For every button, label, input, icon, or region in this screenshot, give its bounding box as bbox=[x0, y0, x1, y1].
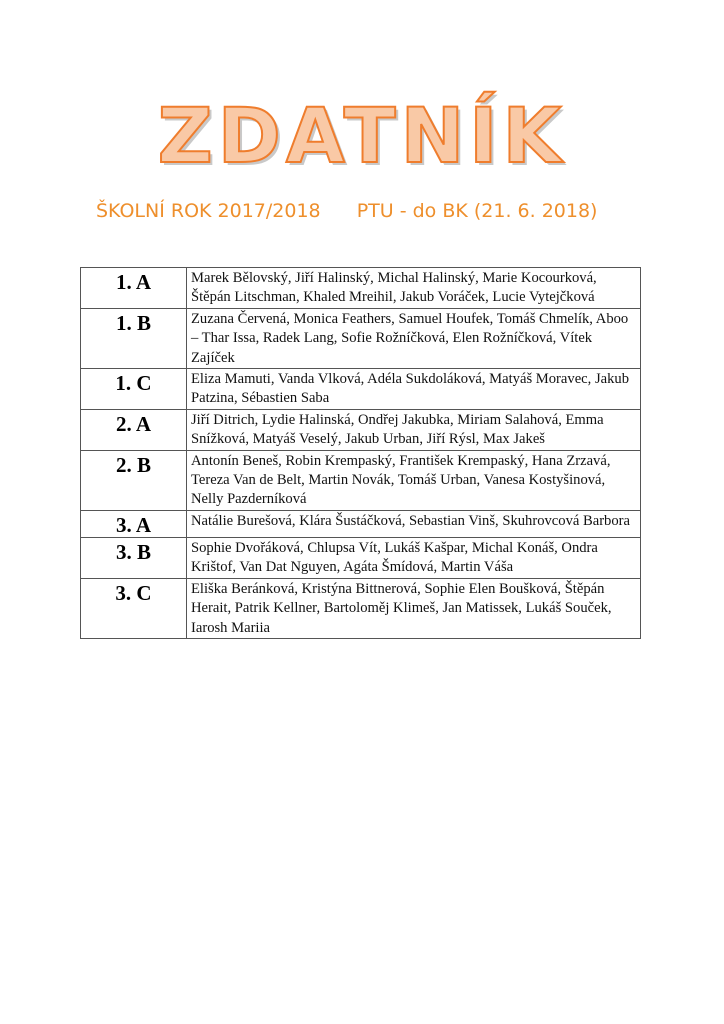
student-list: Eliza Mamuti, Vanda Vlková, Adéla Sukdoláková, Matyáš Moravec, Jakub Patzina, Sébastien Saba bbox=[187, 369, 641, 410]
student-list: Sophie Dvořáková, Chlupsa Vít, Lukáš Kašpar, Michal Konáš, Ondra Krištof, Van Dat Nguyen, Agáta Šmídová, Martin Váša bbox=[187, 537, 641, 578]
table-row bbox=[81, 578, 641, 638]
table-row bbox=[81, 510, 641, 537]
school-year: ŠKOLNÍ ROK 2017/2018 bbox=[96, 200, 321, 222]
student-list: Jiří Ditrich, Lydie Halinská, Ondřej Jakubka, Miriam Salahová, Emma Snížková, Matyáš Veselý, Jakub Urban, Jiří Rýsl, Max Jakeš bbox=[187, 409, 641, 450]
class-name: 1. B bbox=[81, 308, 187, 368]
class-name: 1. C bbox=[81, 369, 187, 410]
table-row bbox=[81, 409, 641, 450]
class-name: 1. A bbox=[81, 268, 187, 309]
class-table bbox=[80, 267, 641, 639]
table-row bbox=[81, 450, 641, 510]
student-list: Natálie Burešová, Klára Šustáčková, Sebastian Vinš, Skuhrovcová Barbora bbox=[187, 510, 641, 537]
class-name: 2. B bbox=[81, 450, 187, 510]
table-row bbox=[81, 537, 641, 578]
table-row bbox=[81, 268, 641, 309]
event-description: PTU - do BK (21. 6. 2018) bbox=[356, 200, 598, 222]
subtitle bbox=[96, 200, 656, 222]
student-list: Zuzana Červená, Monica Feathers, Samuel Houfek, Tomáš Chmelík, Aboo – Thar Issa, Radek Lang, Sofie Rožníčková, Elen Rožníčková, Vítek Zajíček bbox=[187, 308, 641, 368]
student-list: Eliška Beránková, Kristýna Bittnerová, Sophie Elen Boušková, Štěpán Herait, Patrik Kellner, Bartoloměj Klimeš, Jan Matissek, Lukáš Souček, Iarosh Mariia bbox=[187, 578, 641, 638]
page-title: ZDATNÍK bbox=[157, 91, 567, 180]
class-name: 3. B bbox=[81, 537, 187, 578]
class-name: 3. C bbox=[81, 578, 187, 638]
table-row bbox=[81, 308, 641, 368]
table-row bbox=[81, 369, 641, 410]
student-list: Marek Bělovský, Jiří Halinský, Michal Halinský, Marie Kocourková, Štěpán Litschman, Khaled Mreihil, Jakub Voráček, Lucie Vytejčková bbox=[187, 268, 641, 309]
class-name: 2. A bbox=[81, 409, 187, 450]
student-list: Antonín Beneš, Robin Krempaský, František Krempaský, Hana Zrzavá, Tereza Van de Belt, Martin Novák, Tomáš Urban, Vanesa Kostyšinová, Nelly Pazderníková bbox=[187, 450, 641, 510]
class-name: 3. A bbox=[81, 510, 187, 537]
